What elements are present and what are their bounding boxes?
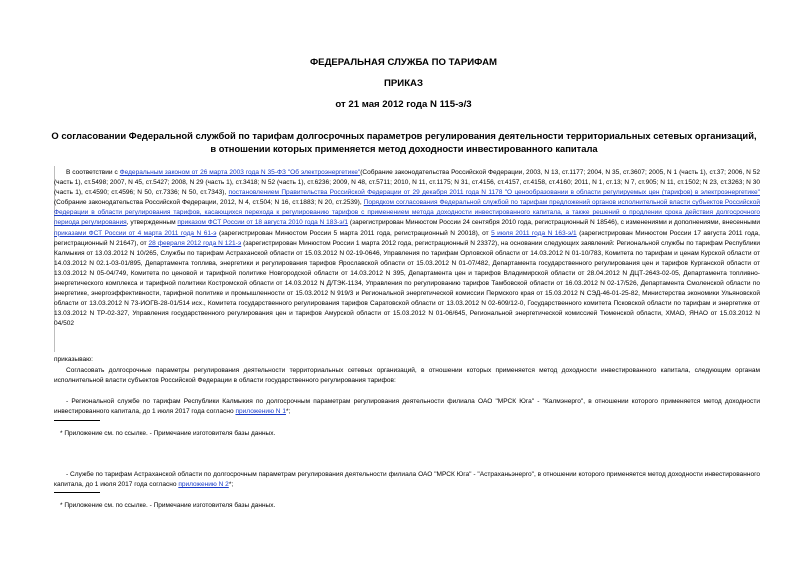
preamble-text: (зарегистрирован Минюстом России 24 сентября 2010 года, регистрационный N 18546), с изменениями и дополнениями, внесенными	[348, 219, 760, 227]
item-1	[54, 397, 760, 417]
preamble-text: (Собрание законодательства Российской Федерации, 2003, N 13, ст.1177; 2004, N 35, ст.3607; 2005, N 1 (часть 1), ст.37; 2006, N 52 (часть 1), ст.5498; 2007, N 45, ст.5427; 2008, N 29 (часть 1), ст.3418; N 52 (часть 1), ст.6236; 2009, N 48, ст.5711; 2010, N 11, ст.1175; N 31, ст.4156, ст.4157, ст.4158, ст.4160; 2011, N 1, ст.13; N 7, ст.905; N 11, ст.1502; N 23, ст.3263; N 30 (часть 1), ст.4590; ст.4596; N 50, ст.7336; N 50, ст.7343),	[54, 169, 760, 197]
order-word: приказываю:	[54, 356, 93, 363]
item1-link[interactable]: приложению N 1	[235, 408, 286, 416]
preamble-link[interactable]: 28 февраля 2012 года N 121-э	[148, 239, 242, 247]
footnote-1: * Приложение см. по ссылке. - Примечание изготовителя базы данных.	[60, 430, 276, 437]
clause-1: Согласовать долгосрочные параметры регулирования деятельности территориальных сетевых организаций, в отношении которых применяется метод доходности инвестированного капитала, следующим органам исполнительной власти субъектов Российской Федерации в области государственного регулирования тарифов:	[54, 367, 760, 385]
item-2	[54, 470, 760, 490]
preamble-link[interactable]: приказом ФСТ России от 18 августа 2010 года N 183-э/1	[177, 219, 349, 227]
preamble-text: , утвержденным	[126, 219, 178, 227]
preamble-link[interactable]: Порядком согласования Федеральной службой по тарифам предложений органов исполнительной власти субъектов Российской Федерации в области регулирования тарифов, касающихся перехода к регулированию тарифов с применением метода доходности инвестированного капитала, а также решений о продлении срока действия долгосрочного периода регулирования	[54, 199, 760, 227]
preamble-text: В соответствии с	[66, 169, 120, 176]
doc-date-number: от 21 мая 2012 года N 115-э/3	[335, 99, 472, 110]
doc-subject: О согласовании Федеральной службой по тарифам долгосрочных параметров регулирования деятельности территориальных сетевых организаций, в отношении которых применяется метод доходности инвестированного капитала	[51, 130, 757, 154]
preamble-text: (Собрание законодательства Российской Федерации, 2012, N 4, ст.504; N 16, ст.1883; N 20, ст.2539),	[54, 199, 364, 207]
preamble-link[interactable]: Федеральным законом от 26 марта 2003 года N 35-ФЗ "Об электроэнергетике"	[119, 169, 361, 176]
doc-type: ПРИКАЗ	[384, 78, 423, 89]
preamble-text: (зарегистрирован Минюстом России 1 марта 2012 года, регистрационный N 23372), на основании следующих заявлений: Региональной службы по тарифам Республики Калмыкия от 13.03.2012 N 10/265, Службы по тарифам Астраханской области от 15.03.2012 N 02-19-0646, Управления по тарифам Орловской области от 14.03.2012 N 01-10/783, Комитета по тарифам и ценам Курской области от 14.03.2012 N 02.1-03-01/895, Департамента топлива, энергетики и регулирования тарифов Ярославской области от 15.03.2012 N 01-07/482, Департамента государственного регулирования цен и тарифов Курганской области от 13.03.2012 N 05-04/749, Комитета по ценовой и тарифной политике Новгородской области от 14.03.2012 N 395, Департамента цен и тарифов Владимирской области от 28.04.2012 N ДЦТ-2643-02-05, Департамента топливно-энергетического комплекса и тарифной политики Костромской области от 14.03.2012 N Д/ТЭК-1134, Управления по регулированию тарифов Тамбовской области от 16.03.2012 N 02-17/526, Департамента Смоленской области по энергетике, энергоэффективности, тарифной политике и промышленности от 15.03.2012 N 919/3 и Региональной энергетической комиссии Пермского края от 15.03.2012 N СЭД-46-01-25-82, Министерства экономики Ульяновской области от 13.03.2012 N 73-ИОГВ-28-01/514 исх., Комитета государственного регулирования тарифов Саратовской области от 13.03.2012 N 02-609/12-0, Государственного комитета Псковской области по тарифам и энергетике от 13.03.2012 N ТР-02-327, Управления государственного регулирования цен и тарифов Амурской области от 15.03.2012 N 01-06/645, Региональной энергетической комиссией Тюменской области, ХМАО, ЯНАО от 15.03.2012 N 04/502	[54, 239, 761, 328]
item1-text: - Региональной службе по тарифам Республики Калмыкия по долгосрочным параметрам регулирования деятельности филиала ОАО "МРСК Юга" - "Калмэнерго", в отношении которого применяется метод доходности инвестированного капитала, до 1 июля 2017 года согласно	[54, 398, 760, 416]
preamble-link[interactable]: приказами ФСТ России от 4 марта 2011 года N 61-э	[54, 229, 217, 237]
preamble-paragraph	[54, 168, 760, 330]
footnote-2: * Приложение см. по ссылке. - Примечание изготовителя базы данных.	[60, 502, 276, 509]
footnote-separator-2	[54, 492, 100, 493]
item2-text: *;	[228, 481, 234, 489]
agency-title: ФЕДЕРАЛЬНАЯ СЛУЖБА ПО ТАРИФАМ	[309, 57, 498, 68]
item2-text: - Службе по тарифам Астраханской области по долгосрочным параметрам регулирования деятельности филиала ОАО "МРСК Юга" - "Астраханьэнерго", в отношении которого применяется метод доходности инвестированного капитала, до 1 июля 2017 года согласно	[54, 471, 760, 489]
item2-link[interactable]: приложению N 2	[178, 481, 229, 489]
preamble-text: (зарегистрирован Минюстом России 17 августа 2011 года, регистрационный N 21647), от	[54, 229, 760, 247]
footnote-separator-1	[54, 420, 100, 421]
item1-text: *;	[285, 408, 291, 416]
preamble-link[interactable]: 5 июля 2011 года N 163-э/1	[491, 229, 577, 237]
preamble-text: (зарегистрирован Минюстом России 5 марта 2011 года, регистрационный N 20018), от	[216, 229, 492, 237]
preamble-link[interactable]: постановлением Правительства Российской Федерации от 29 декабря 2011 года N 1178 "О ценообразовании в области регулируемых цен (тарифов) в электроэнергетике"	[228, 189, 760, 197]
